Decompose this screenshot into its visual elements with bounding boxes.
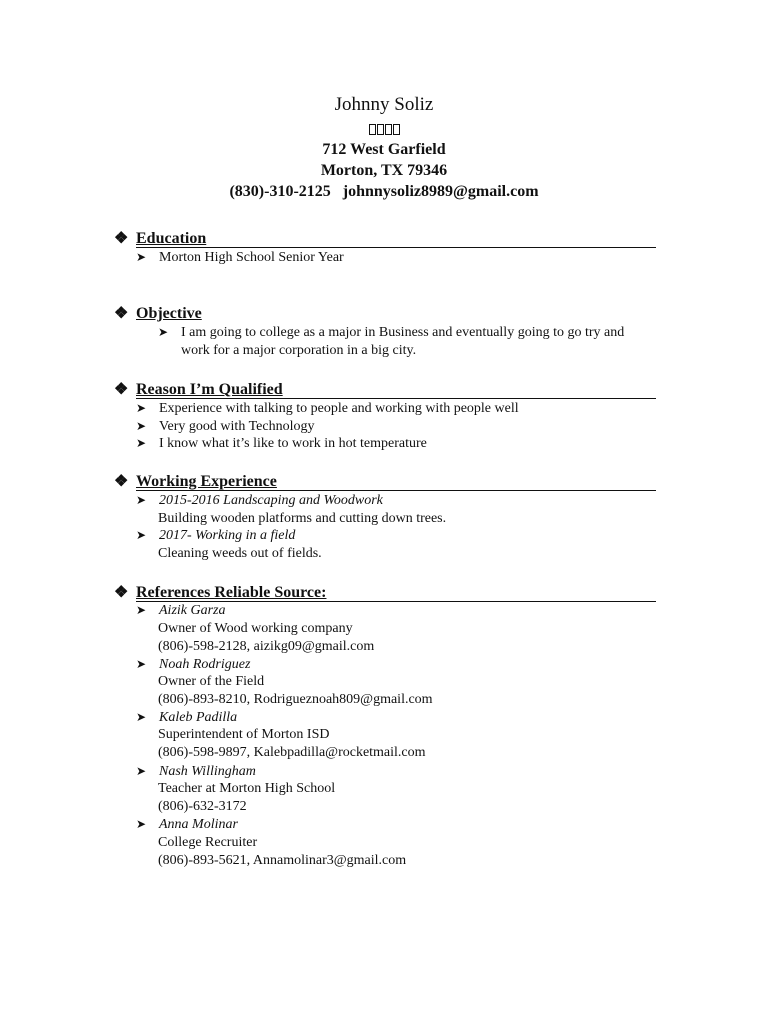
section-rule — [136, 490, 656, 491]
section-qualified — [114, 379, 656, 401]
diamond-bullet-icon: ❖ — [114, 473, 129, 490]
section-references — [114, 582, 656, 604]
section-rule — [136, 398, 656, 399]
arrow-bullet-icon: ➤ — [158, 325, 169, 339]
reference-contact: (806)-893-5621, Annamolinar3@gmail.com — [158, 853, 407, 868]
arrow-bullet-icon: ➤ — [136, 493, 147, 507]
section-title: References Reliable Source: — [136, 584, 327, 601]
section-objective — [114, 303, 656, 325]
reference-role: Owner of Wood working company — [158, 621, 353, 636]
missing-glyph-boxes — [0, 122, 768, 140]
section-experience — [114, 471, 656, 493]
reference-contact: (806)-598-2128, aizikg09@gmail.com — [158, 639, 375, 654]
arrow-bullet-icon: ➤ — [136, 436, 147, 450]
arrow-bullet-icon: ➤ — [136, 710, 147, 724]
resume-page: Johnny Soliz 712 West Garfield Morton, TX 79346 (830)-310-2125 johnnysoliz8989@gmail.com ❖ Education ➤ Morton High School Senior Year ❖ Objective ➤ I am going to college as a major in Business and eventually going to go try and work for a major corporation in a big city. ❖ Reason I’m Qualified ➤ Experience with talking to people and working with people well ➤ Very good with Technology ➤ I know what it’s like to work in hot temperature ❖ Working Experience ➤ 2015-2016 Landscaping and Woodwork Building wooden platforms and cutting down trees. ➤ 2017- Working in a field Cleaning weeds out of fields. ❖ References Reliable Source: ➤ Aizik Garza Owner of Wood working company (806)-598-2128, aizikg09@gmail.com ➤ Noah Rodriguez Owner of the Field (806)-893-8210, Rodrigueznoah809@gmail.com ➤ Kaleb Padilla Superintendent of Morton ISD (806)-598-9897, Kalebpadilla@rocketmail.com ➤ Nash Willingham Teacher at Morton High School (806)-632-3172 ➤ Anna Molinar College Recruiter (806)-893-5621, Annamolinar3@gmail.com — [0, 0, 768, 1024]
contact-line — [0, 183, 768, 201]
section-title: Education — [136, 230, 207, 247]
reference-role: College Recruiter — [158, 835, 258, 850]
job-description: Cleaning weeds out of fields. — [158, 546, 322, 561]
section-rule — [136, 247, 656, 248]
section-title: Reason I’m Qualified — [136, 381, 283, 398]
diamond-bullet-icon: ❖ — [114, 230, 129, 247]
arrow-bullet-icon: ➤ — [136, 657, 147, 671]
section-education — [114, 228, 656, 250]
phone-number: (830)-310-2125 — [229, 183, 331, 200]
reference-role: Owner of the Field — [158, 674, 265, 689]
arrow-bullet-icon: ➤ — [136, 250, 147, 264]
reference-contact: (806)-893-8210, Rodrigueznoah809@gmail.com — [158, 692, 433, 707]
diamond-bullet-icon: ❖ — [114, 381, 129, 398]
diamond-bullet-icon: ❖ — [114, 584, 129, 601]
reference-contact: (806)-632-3172 — [158, 799, 247, 814]
street-address: 712 West Garfield — [322, 141, 446, 158]
email-address: johnnysoliz8989@gmail.com — [342, 183, 539, 200]
reference-role: Teacher at Morton High School — [158, 781, 336, 796]
arrow-bullet-icon: ➤ — [136, 528, 147, 542]
diamond-bullet-icon: ❖ — [114, 305, 129, 322]
arrow-bullet-icon: ➤ — [136, 419, 147, 433]
arrow-bullet-icon: ➤ — [136, 401, 147, 415]
arrow-bullet-icon: ➤ — [136, 764, 147, 778]
section-title: Working Experience — [136, 473, 277, 490]
arrow-bullet-icon: ➤ — [136, 603, 147, 617]
arrow-bullet-icon: ➤ — [136, 817, 147, 831]
section-title: Objective — [136, 305, 202, 322]
reference-contact: (806)-598-9897, Kalebpadilla@rocketmail.com — [158, 745, 426, 760]
resume-name: Johnny Soliz — [334, 94, 434, 115]
city-state-zip: Morton, TX 79346 — [320, 162, 448, 179]
job-description: Building wooden platforms and cutting down trees. — [158, 511, 447, 526]
reference-role: Superintendent of Morton ISD — [158, 727, 330, 742]
